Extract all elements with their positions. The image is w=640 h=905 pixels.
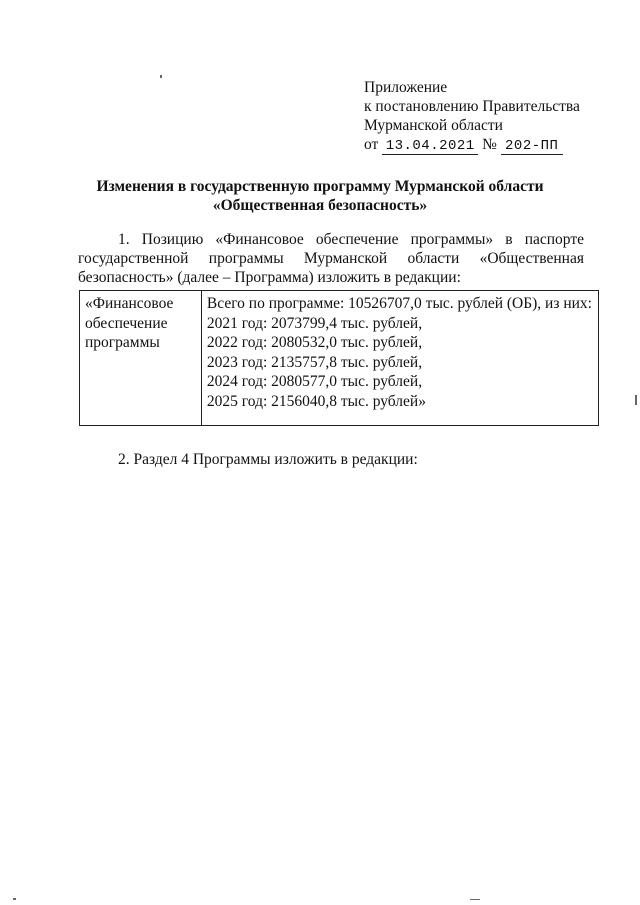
year-line: 2022 год: 2080532,0 тыс. рублей, [206,334,423,351]
paragraph-2: 2. Раздел 4 Программы изложить в редакции: [118,451,418,468]
label-line: «Финансовое [85,295,174,312]
resolution-number: 202-ПП [501,138,563,155]
financing-label-cell [80,291,202,426]
year-line: 2021 год: 2073799,4 тыс. рублей, [206,314,423,332]
number-label: № [482,136,497,153]
label-line: обеспечение [85,314,168,332]
title-line-1: Изменения в государственную программу Мурманской области [96,178,544,195]
scan-artifact [470,899,480,900]
year-line: 2023 год: 2135757,8 тыс. рублей, [206,353,423,371]
resolution-date: 13.04.2021 [382,138,478,155]
title-line-2: «Общественная безопасность» [212,197,428,214]
year-line: 2025 год: 2156040,8 тыс. рублей» [206,392,426,410]
scan-artifact [13,898,16,900]
label-line: программы [85,334,160,351]
scan-artifact [160,75,162,78]
year-line: 2024 год: 2080577,0 тыс. рублей, [206,373,423,390]
total-line: Всего по программе: 10526707,0 тыс. рублей (ОБ), из них: [206,295,592,312]
scan-artifact [635,395,637,405]
from-label: от [364,136,379,153]
appendix-heading: Приложение [364,79,448,96]
table-row [80,291,599,426]
financing-values-cell [201,291,598,426]
paragraph-1: 1. Позицию «Финансовое обеспечение программы» в паспорте государственной программы Мурманской области «Общественная безопасность» (далее – Программа) изложить в редакции: [78,231,584,286]
document-title [0,177,640,215]
appendix-date-line [364,135,580,155]
appendix-resolution-line: к постановлению Правительства [364,98,580,115]
appendix-block [364,78,580,155]
appendix-region-line: Мурманской области [364,117,503,134]
financing-table [79,290,599,426]
